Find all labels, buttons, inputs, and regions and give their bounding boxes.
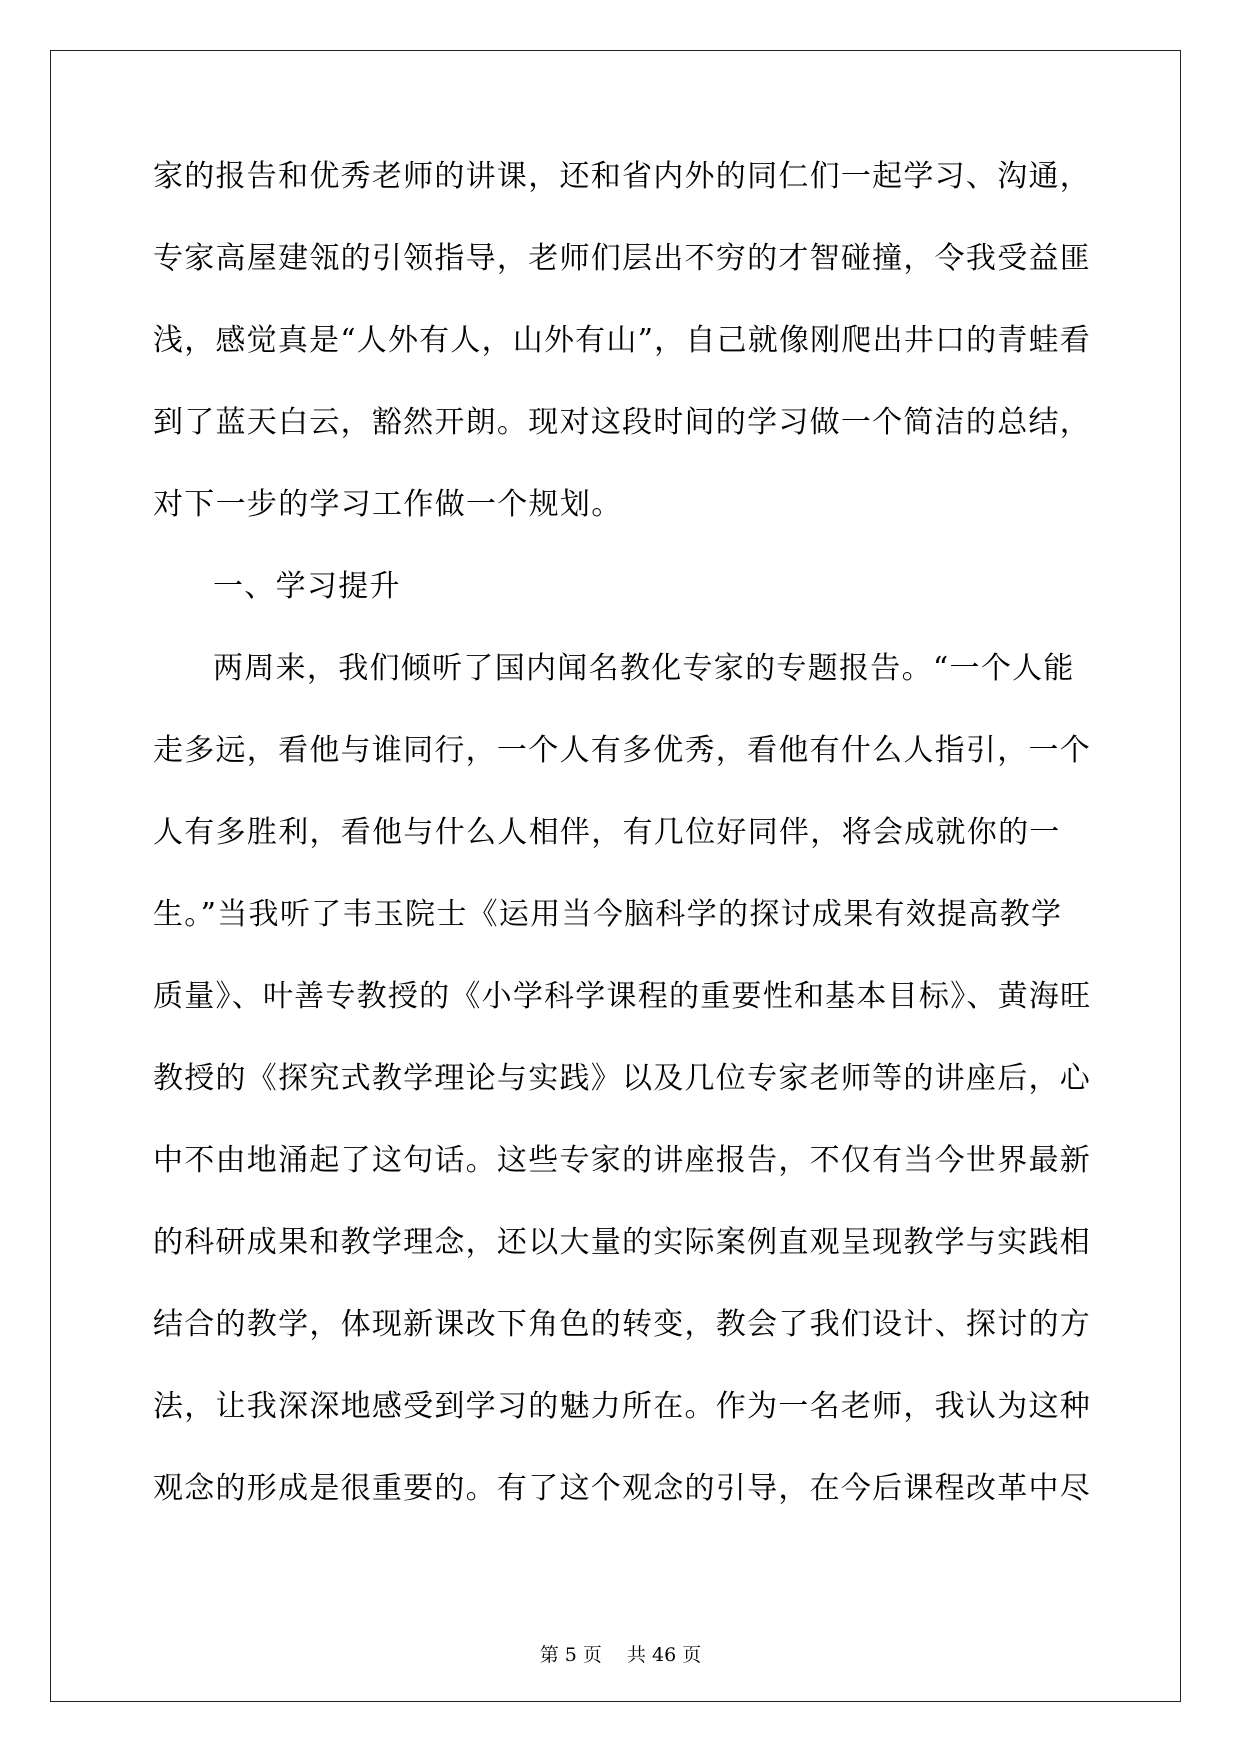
text-line: 生。”当我听了韦玉院士《运用当今脑科学的探讨成果有效提高教学 xyxy=(153,897,1063,932)
text-line: 人有多胜利，看他与什么人相伴，有几位好同伴，将会成就你的一 xyxy=(153,815,1061,850)
text-line: 观念的形成是很重要的。有了这个观念的引导，在今后课程改革中尽 xyxy=(153,1471,1091,1506)
text-line: 走多远，看他与谁同行，一个人有多优秀，看他有什么人指引，一个 xyxy=(153,733,1091,768)
text-line: 中不由地涌起了这句话。这些专家的讲座报告，不仅有当今世界最新 xyxy=(153,1143,1091,1178)
text-line: 到了蓝天白云，豁然开朗。现对这段时间的学习做一个简洁的总结， xyxy=(153,405,1091,440)
document-body xyxy=(153,157,1091,1551)
text-line: 法，让我深深地感受到学习的魅力所在。作为一名老师，我认为这种 xyxy=(153,1389,1091,1424)
paragraph-first-line: 两周来，我们倾听了国内闻名教化专家的专题报告。“一个人能 xyxy=(213,651,1075,686)
text-line: 家的报告和优秀老师的讲课，还和省内外的同仁们一起学习、沟通， xyxy=(153,159,1091,194)
text-line: 浅，感觉真是“人外有人，山外有山”，自己就像刚爬出井口的青蛙看 xyxy=(153,323,1091,358)
text-line: 结合的教学，体现新课改下角色的转变，教会了我们设计、探讨的方 xyxy=(153,1307,1091,1342)
page-footer: 第 5 页 共 46 页 xyxy=(539,1644,702,1666)
text-line: 对下一步的学习工作做一个规划。 xyxy=(153,487,623,522)
text-line: 专家高屋建瓴的引领指导，老师们层出不穷的才智碰撞，令我受益匪 xyxy=(153,241,1091,276)
paragraph-first-line: 一、学习提升 xyxy=(213,569,401,604)
text-line: 的科研成果和教学理念，还以大量的实际案例直观呈现教学与实践相 xyxy=(153,1225,1091,1260)
text-line: 教授的《探究式教学理论与实践》以及几位专家老师等的讲座后，心 xyxy=(153,1061,1091,1096)
text-line: 质量》、叶善专教授的《小学科学课程的重要性和基本目标》、黄海旺 xyxy=(153,979,1092,1014)
